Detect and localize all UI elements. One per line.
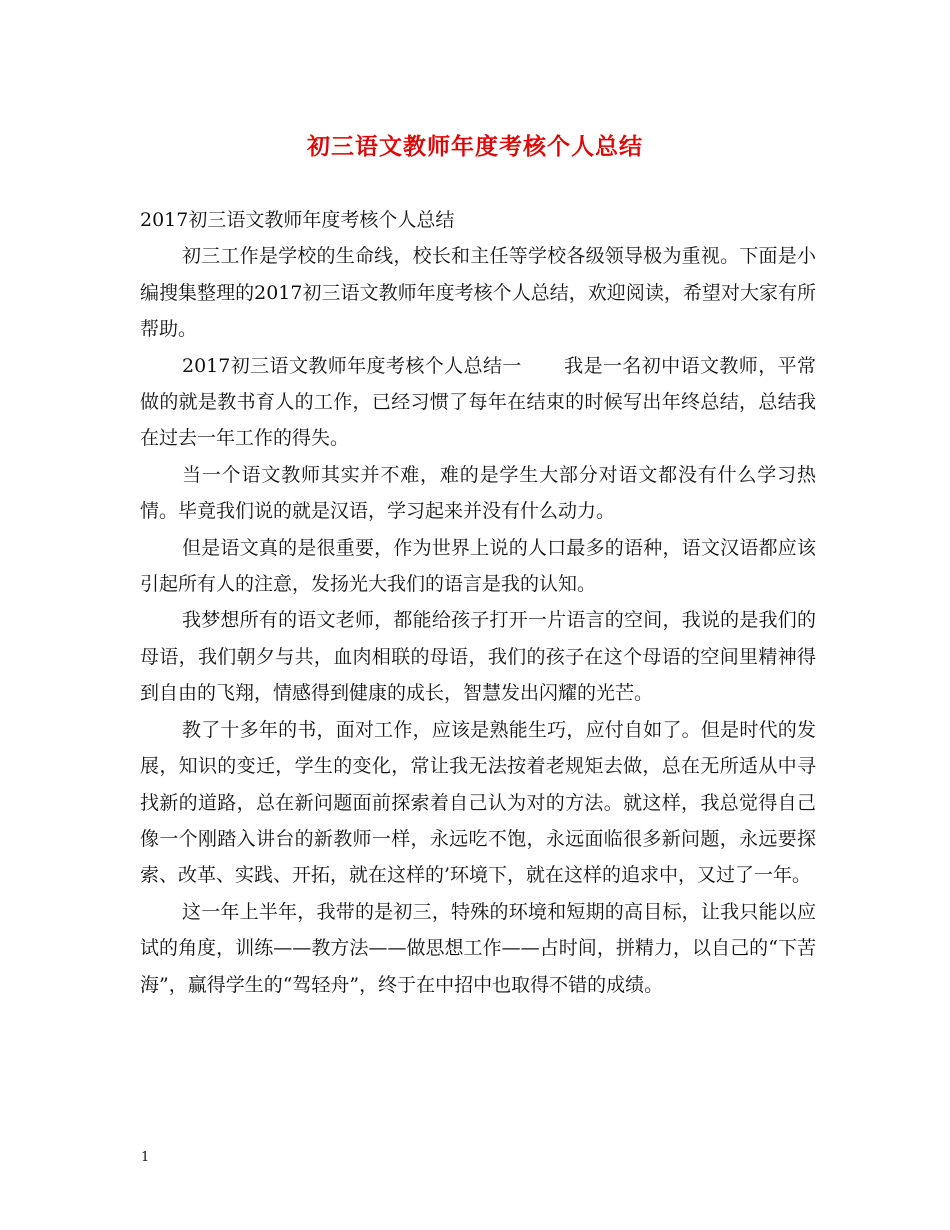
paragraph-experience: 教了十多年的书，面对工作，应该是熟能生巧，应付自如了。但是时代的发展，知识的变迁，学生的变化，常让我无法按着老规矩去做，总在无所适从中寻找新的道路，总在新问题面前探索着自己认为对的方法。就这样，我总觉得自己像一个刚踏入讲台的新教师一样，永远吃不饱，永远面临很多新问题，永远要探索、改革、实践、开拓，就在这样的’环境下，就在这样的追求中，又过了一年。	[140, 718, 816, 887]
document-title: 初三语文教师年度考核个人总结	[307, 133, 643, 160]
document-body	[140, 202, 816, 1003]
section-one-text: 我是一名初中语文教师，平常做的就是教书育人的工作，已经习惯了每年在结束的时候写出年终总结，总结我在过去一年工作的得失。	[140, 354, 816, 450]
paragraph-dream: 我梦想所有的语文老师，都能给孩子打开一片语言的空间，我说的是我们的母语，我们朝夕与共，血肉相联的母语，我们的孩子在这个母语的空间里精神得到自由的飞翔，情感得到健康的成长，智慧发出闪耀的光芒。	[140, 609, 816, 705]
section-one-label: 2017初三语文教师年度考核个人总结一	[182, 354, 522, 377]
page-number: 1	[141, 1150, 150, 1165]
document-subtitle: 2017初三语文教师年度考核个人总结	[140, 209, 455, 231]
paragraph-first-half: 这一年上半年，我带的是初三，特殊的环境和短期的高目标，让我只能以应试的角度，训练——教方法——做思想工作——占时间，拼精力，以自己的“下苦海”，赢得学生的“驾轻舟”，终于在中招中也取得不错的成绩。	[140, 900, 816, 996]
paragraph-intro: 初三工作是学校的生命线，校长和主任等学校各级领导极为重视。下面是小编搜集整理的2017初三语文教师年度考核个人总结，欢迎阅读，希望对大家有所帮助。	[140, 245, 816, 341]
paragraph-motivation: 当一个语文教师其实并不难，难的是学生大部分对语文都没有什么学习热情。毕竟我们说的就是汉语，学习起来并没有什么动力。	[140, 463, 816, 523]
paragraph-importance: 但是语文真的是很重要，作为世界上说的人口最多的语种，语文汉语都应该引起所有人的注意，发扬光大我们的语言是我的认知。	[140, 536, 816, 596]
paragraph-section-one	[140, 348, 816, 457]
